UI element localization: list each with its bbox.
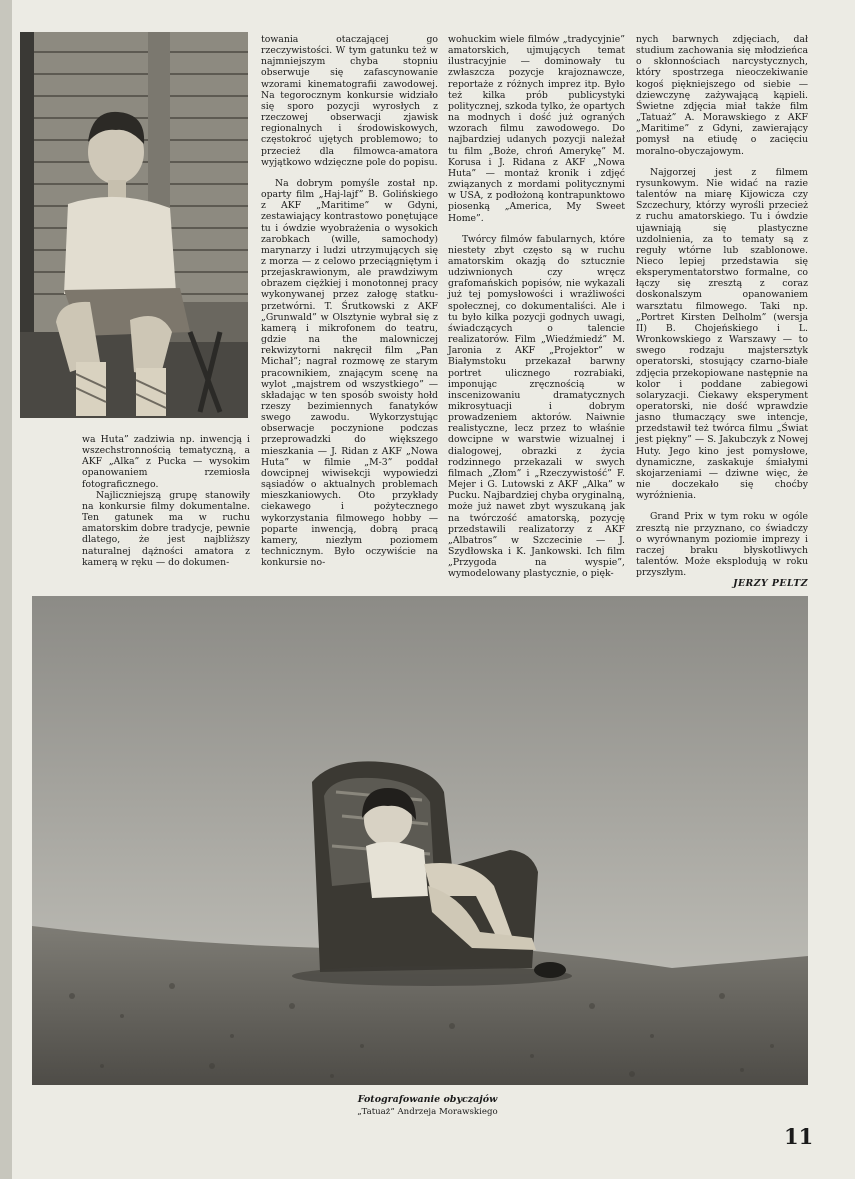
paragraph: Najliczniejszą grupę stanowiły na konkursie filmy dokumentalne. Ten gatunek ma w ruchu amatorskim dobre tradycje, pewnie dlatego, że jest najbliższy naturalnej dążności amatora z kamerą w ręku — do dokumen- bbox=[82, 489, 250, 568]
paragraph: wohuckim wiele filmów „tradycyjnie” amatorskich, ujmujących temat ilustracyjnie — dominowały tu zwłaszcza pozycje krajoznawcze, reportaże z różnych imprez itp. Było też kilka prób publicystyki politycznej, szkoda tylko, że opartych na modnych i dość już ograných wzorach filmu zawodowego. Do najbardziej udanych pozycji należał tu film „Boże, chroń Amerykę” M. Korusa i J. Ridana z AKF „Nowa Huta” — montaż kronik i zdjęć związanych z mordami politycznymi w USA, z podłożoną kontrapunktowo piosenką „America, My Sweet Home”. bbox=[448, 34, 625, 224]
article-column-4 bbox=[636, 34, 808, 590]
page-binding-edge bbox=[0, 0, 12, 1179]
article-column-2 bbox=[261, 34, 438, 572]
page-number: 11 bbox=[784, 1124, 814, 1149]
photo-caption-subtitle: „Tatuaż” Andrzeja Morawskiego bbox=[357, 1107, 498, 1117]
paragraph: towania otaczającej go rzeczywistości. W tym gatunku też w najmniejszym chyba stopniu obserwuje się zafascynowanie wzorami kinematografii zawodowej. Na tegorocznym konkursie widziało się sporo pozycji wyrosłych z rzeczowej obserwacji zjawisk regionalnych i środowiskowych, częstokroć ujętych problemowo; to przecież dla filmowca-amatora wyjątkowo wdzięczne pole do popisu. bbox=[261, 34, 438, 168]
article-column-3 bbox=[448, 34, 625, 580]
paragraph: Grand Prix w tym roku w ogóle zresztą nie przyznano, co świadczy o wyrównanym poziomie imprezy i raczej braku błyskotliwych talentów. Może eksplodują w roku przyszłym. bbox=[636, 511, 808, 579]
photo-caption-title: Fotografowanie obyczajów bbox=[357, 1094, 498, 1105]
paragraph: wa Huta” zadziwia np. inwencją i wszechstronnością tematyczną, a AKF „Alka” z Pucka — wysokim opanowaniem rzemiosła fotograficznego. bbox=[82, 434, 250, 490]
article-column-1 bbox=[82, 434, 250, 572]
photo-girl-in-armchair bbox=[32, 596, 808, 1085]
paragraph: Twórcy filmów fabularnych, które niestety zbyt często są w ruchu amatorskim okazją do sztucznie udziwnionych czy wręcz grafomańskich popisów, nie wykazali już tej pomysłowości i wrażliwości społecznej, co dokumentaliści. Ale i tu było kilka pozycji godnych uwagi, świadczących o talencie realizatorów. Film „Wiedźmiedź” M. Jaronia z AKF „Projektor” w Białymstoku przekazał barwny portret ulicznego rozrabiaki, imponując zręcznością w inscenizowaniu dramatycznych mikrosytuacji i dobrym prowadzeniem aktorów. Naiwnie realistyczne, lecz przez to właśnie dowcipne w warstwie wizualnej i dialogowej, obrazki z życia rodzinnego przekazali w swych filmach „Złom” i „Rzeczywistość” F. Mejer i G. Lutowski z AKF „Alka” w Pucku. Najbardziej chyba oryginalną, może już nawet zbyt wyszukaną jak na twórczość amatorską, pozycję przedstawili realizatorzy z AKF „Albatros” w Szczecinie — J. Szydłowska i K. Jankowski. Ich film „Przygoda na wyspie”, wymodelowany plastycznie, o pięk- bbox=[448, 233, 625, 580]
paragraph: Najgorzej jest z filmem rysunkowym. Nie widać na razie talentów na miarę Kijowicza czy Szczechury, którzy wyrośli przecież z ruchu amatorskiego. Tu i ówdzie ujawniają się plastyczne uzdolnienia, za to tematy są z reguły wtórne lub szablonowe. Nieco lepiej przedstawia się eksperymentatorstwo formalne, co łączy się zresztą z coraz doskonalszym opanowaniem warsztatu filmowego. Taki np. „Portret Kirsten Delholm” (wersja II) B. Chojeńskiego i L. Wronkowskiego z Warszawy — to swego rodzaju majstersztyk operatorski, stosujący czarno-białe zdjęcia przekopiowane następnie na kolor i poddane zabiegowi solaryzacji. Ciekawy eksperyment operatorski, nie dość wprawdzie jasno tłumaczący swe intencje, przedstawił też twórca filmu „Świat jest piękny” — S. Jakubczyk z Nowej Huty. Jego kino jest pomysłowe, dynamiczne, zaskakuje śmiałymi skojarzeniami — dziwne więc, że nie doczekało się choćby wyróżnienia. bbox=[636, 166, 808, 502]
paragraph: Na dobrym pomyśle został np. oparty film „Haj-lajf” B. Golińskiego z AKF „Maritime” w Gdyni, zestawiający kontrastowo ponętujące tu i ówdzie wyobrażenia o wysokich zarobkach (wille, samochody) marynarzy i ludzi utrzymujących się z morza — z celowo przeciągniętym i przejaskrawionym, ale prawdziwym obrazem ciężkiej i monotonnej pracy wykonywanej przez załogę statku-przetwórni. T. Śrutkowski z AKF „Grunwald” w Olsztynie wybrał się z kamerą i mikrofonem do teatru, gdzie na the malowniczej rekwizytorni nakręcił film „Pan Michał”; nagrał rozmowę ze starym pracownikiem, znającym scenę na wylot „majstrem od wszystkiego” — składając w ten sposób swoisty hołd rzeszy bezimiennych fanatyków swego zawodu. Wykorzystując obserwacje poczynione podczas przeprowadzki do większego mieszkania — J. Ridan z AKF „Nowa Huta” w filmie „M-3” poddał dowcipnej wiwisekcji wypowiedzi sąsiadów o aktualnych problemach mieszkaniowych. Oto przykłady ciekawego i pożytecznego wykorzystania filmowego hobby — poparte inwencją, dobrą pracą kamery, niezłym poziomem technicznym. Było oczywiście na konkursie no- bbox=[261, 177, 438, 569]
paragraph: nych barwnych zdjęciach, dał studium zachowania się młodzieńca o skłonnościach narcystycznych, który spostrzega nieoczekiwanie kogoś piękniejszego od siebie — dziewczynę zażywającą kąpieli. Świetne zdjęcia miał także film „Tatuaż” A. Morawskiego z AKF „Maritime” z Gdyni, zawierający pomysł na etiudę o zacięciu moralno-obyczajowym. bbox=[636, 34, 808, 157]
photo-boy-on-porch bbox=[20, 32, 248, 418]
author-signature: JERZY PELTZ bbox=[733, 578, 808, 590]
